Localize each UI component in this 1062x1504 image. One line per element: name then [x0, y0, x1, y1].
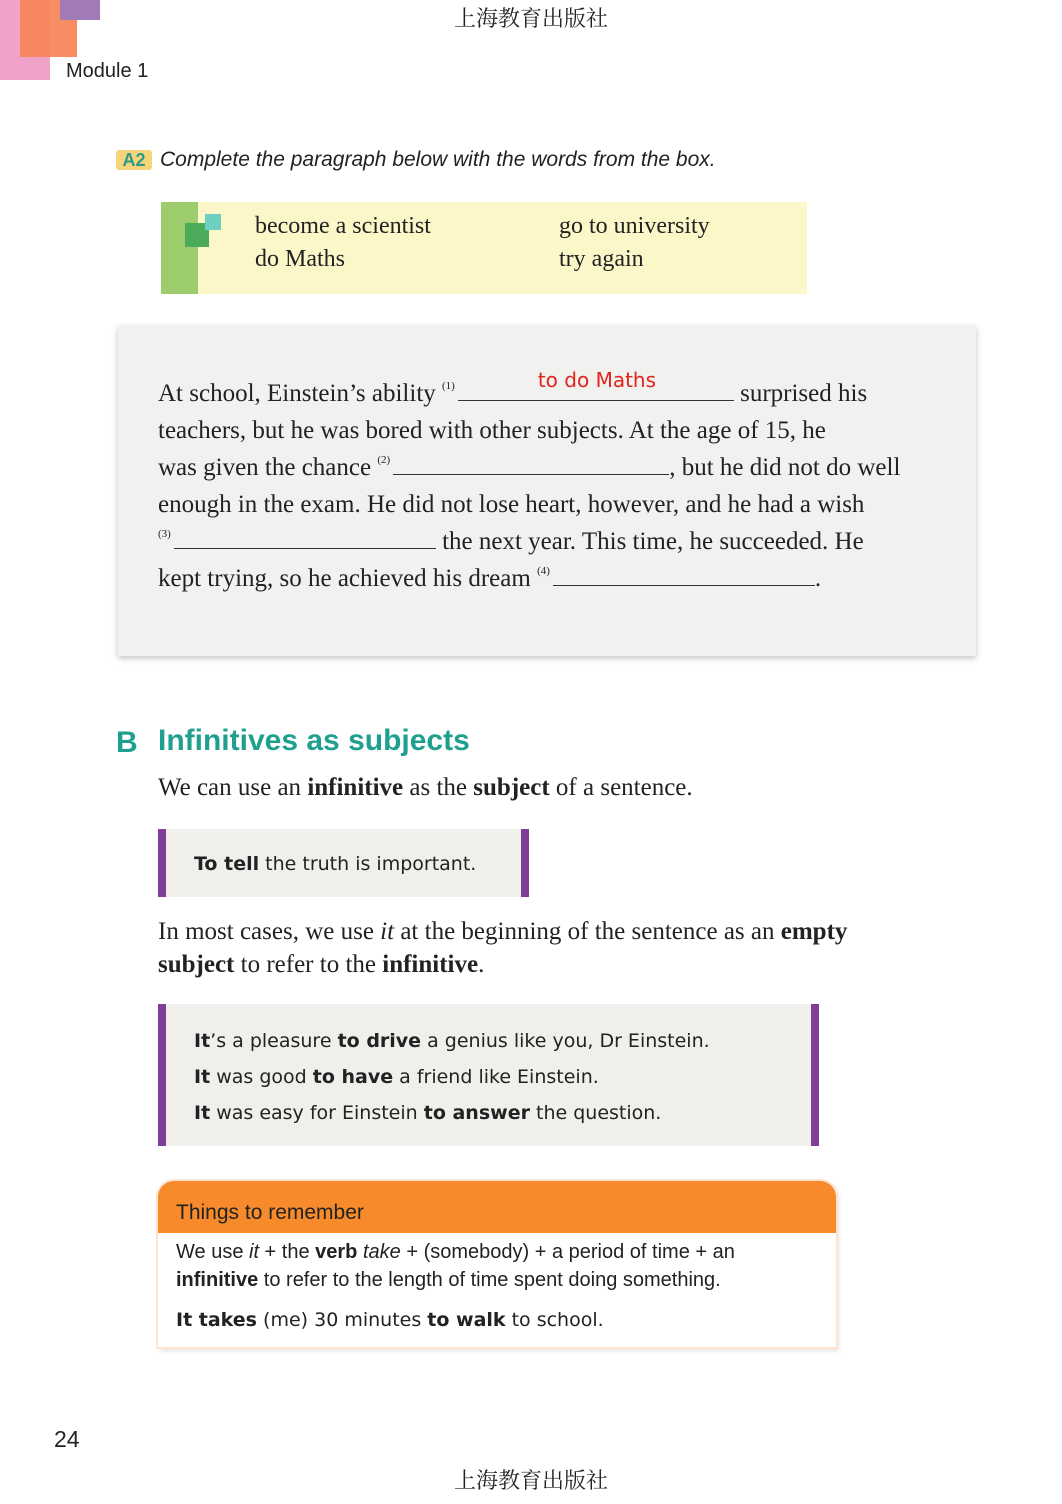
exercise-instruction: Complete the paragraph below with the words from the box.: [160, 148, 716, 171]
text: was good: [210, 1066, 313, 1088]
text: + (somebody) + a period of time + an: [400, 1241, 735, 1263]
exercise-tag: A2: [116, 150, 152, 170]
example-box: [158, 1004, 819, 1146]
word-box-strip: [161, 202, 198, 294]
paragraph-line: teachers, but he was bored with other subjects. At the age of 15, he: [158, 417, 826, 444]
bold-term: infinitive: [176, 1269, 259, 1291]
module-label: Module 1: [66, 60, 149, 82]
text: (me) 30 minutes: [257, 1309, 428, 1331]
paragraph-line: enough in the exam. He did not lose heart, however, and he had a wish: [158, 491, 865, 518]
blank-number: (4): [537, 565, 550, 577]
decorative-square: [205, 214, 221, 230]
paragraph-text: .: [814, 565, 822, 592]
text: + the: [259, 1241, 316, 1263]
paragraph-line: [158, 454, 900, 482]
example-box: [158, 829, 529, 897]
text: a genius like you, Dr Einstein.: [421, 1030, 710, 1052]
text: the question.: [529, 1102, 662, 1124]
bold-term: subject: [473, 774, 550, 801]
bold-term: infinitive: [307, 774, 404, 801]
bold-term: to walk: [427, 1309, 506, 1331]
text: ’s a pleasure: [210, 1030, 338, 1052]
paragraph-text: the next year. This time, he succeeded. He: [442, 528, 864, 555]
remember-rule: [176, 1241, 735, 1264]
text: a friend like Einstein.: [393, 1066, 599, 1088]
answer-blank-2[interactable]: [393, 454, 669, 475]
bold-term: It: [194, 1066, 211, 1088]
text: the truth is important.: [259, 853, 477, 875]
bold-term: It: [194, 1030, 211, 1052]
bold-term: It: [194, 1102, 211, 1124]
section-letter: B: [116, 726, 138, 759]
paragraph-text: kept trying, so he achieved his dream: [158, 565, 531, 592]
text: of a sentence.: [549, 774, 693, 801]
paragraph-line: [158, 368, 868, 408]
text: to refer to the: [234, 951, 383, 978]
text: We can use an: [158, 774, 308, 801]
bold-term: to answer: [423, 1102, 530, 1124]
text: to refer to the length of time spent doing something.: [258, 1269, 721, 1291]
section-intro: [158, 774, 693, 802]
example-sentence: [194, 853, 476, 875]
bold-term: To tell: [194, 853, 260, 875]
answer-blank-1[interactable]: [458, 368, 734, 401]
example-sentence: [194, 1066, 599, 1088]
bold-term: to drive: [337, 1030, 422, 1052]
text: We use: [176, 1241, 249, 1263]
word-option: do Maths: [255, 246, 345, 272]
remember-example: [176, 1309, 604, 1331]
word-option: become a scientist: [255, 213, 431, 239]
text: was easy for Einstein: [210, 1102, 424, 1124]
publisher-header: 上海教育出版社: [453, 7, 608, 32]
word-option: go to university: [559, 213, 710, 239]
bold-term: empty: [780, 918, 848, 945]
bold-term: subject: [158, 951, 235, 978]
italic-term: it: [249, 1241, 259, 1263]
paragraph-text: surprised his: [740, 380, 868, 407]
bold-term: to have: [312, 1066, 394, 1088]
explanation-line: [158, 951, 484, 979]
corner-decoration: [60, 0, 100, 20]
example-sentence: [194, 1102, 661, 1124]
paragraph-text: At school, Einstein’s ability: [158, 380, 436, 407]
word-option: try again: [559, 246, 644, 272]
text: at the beginning of the sentence as an: [394, 918, 781, 945]
bold-term: infinitive: [382, 951, 479, 978]
explanation-line: [158, 918, 847, 946]
paragraph-text: was given the chance: [158, 454, 372, 481]
paragraph-line: [158, 565, 821, 593]
publisher-footer: 上海教育出版社: [453, 1469, 608, 1494]
text: .: [478, 951, 485, 978]
bold-term: verb: [315, 1241, 358, 1263]
section-title: Infinitives as subjects: [158, 724, 470, 757]
paragraph-line: [158, 528, 864, 556]
paragraph-text: , but he did not do well: [669, 454, 901, 481]
text: as the: [403, 774, 474, 801]
handwritten-answer: to do Maths: [537, 368, 657, 392]
remember-box: [158, 1181, 836, 1347]
italic-term: take: [362, 1241, 401, 1263]
blank-number: (1): [442, 380, 455, 392]
answer-blank-3[interactable]: [174, 528, 436, 549]
page-number: 24: [54, 1426, 80, 1452]
italic-term: it: [380, 918, 395, 945]
blank-number: (2): [377, 454, 391, 466]
remember-title: Things to remember: [176, 1201, 364, 1224]
text: In most cases, we use: [158, 918, 381, 945]
blank-number: (3): [158, 528, 171, 540]
answer-blank-4[interactable]: [553, 565, 815, 586]
text: to school.: [505, 1309, 604, 1331]
example-sentence: [194, 1030, 710, 1052]
remember-rule: [176, 1269, 721, 1292]
bold-term: It takes: [176, 1309, 257, 1331]
